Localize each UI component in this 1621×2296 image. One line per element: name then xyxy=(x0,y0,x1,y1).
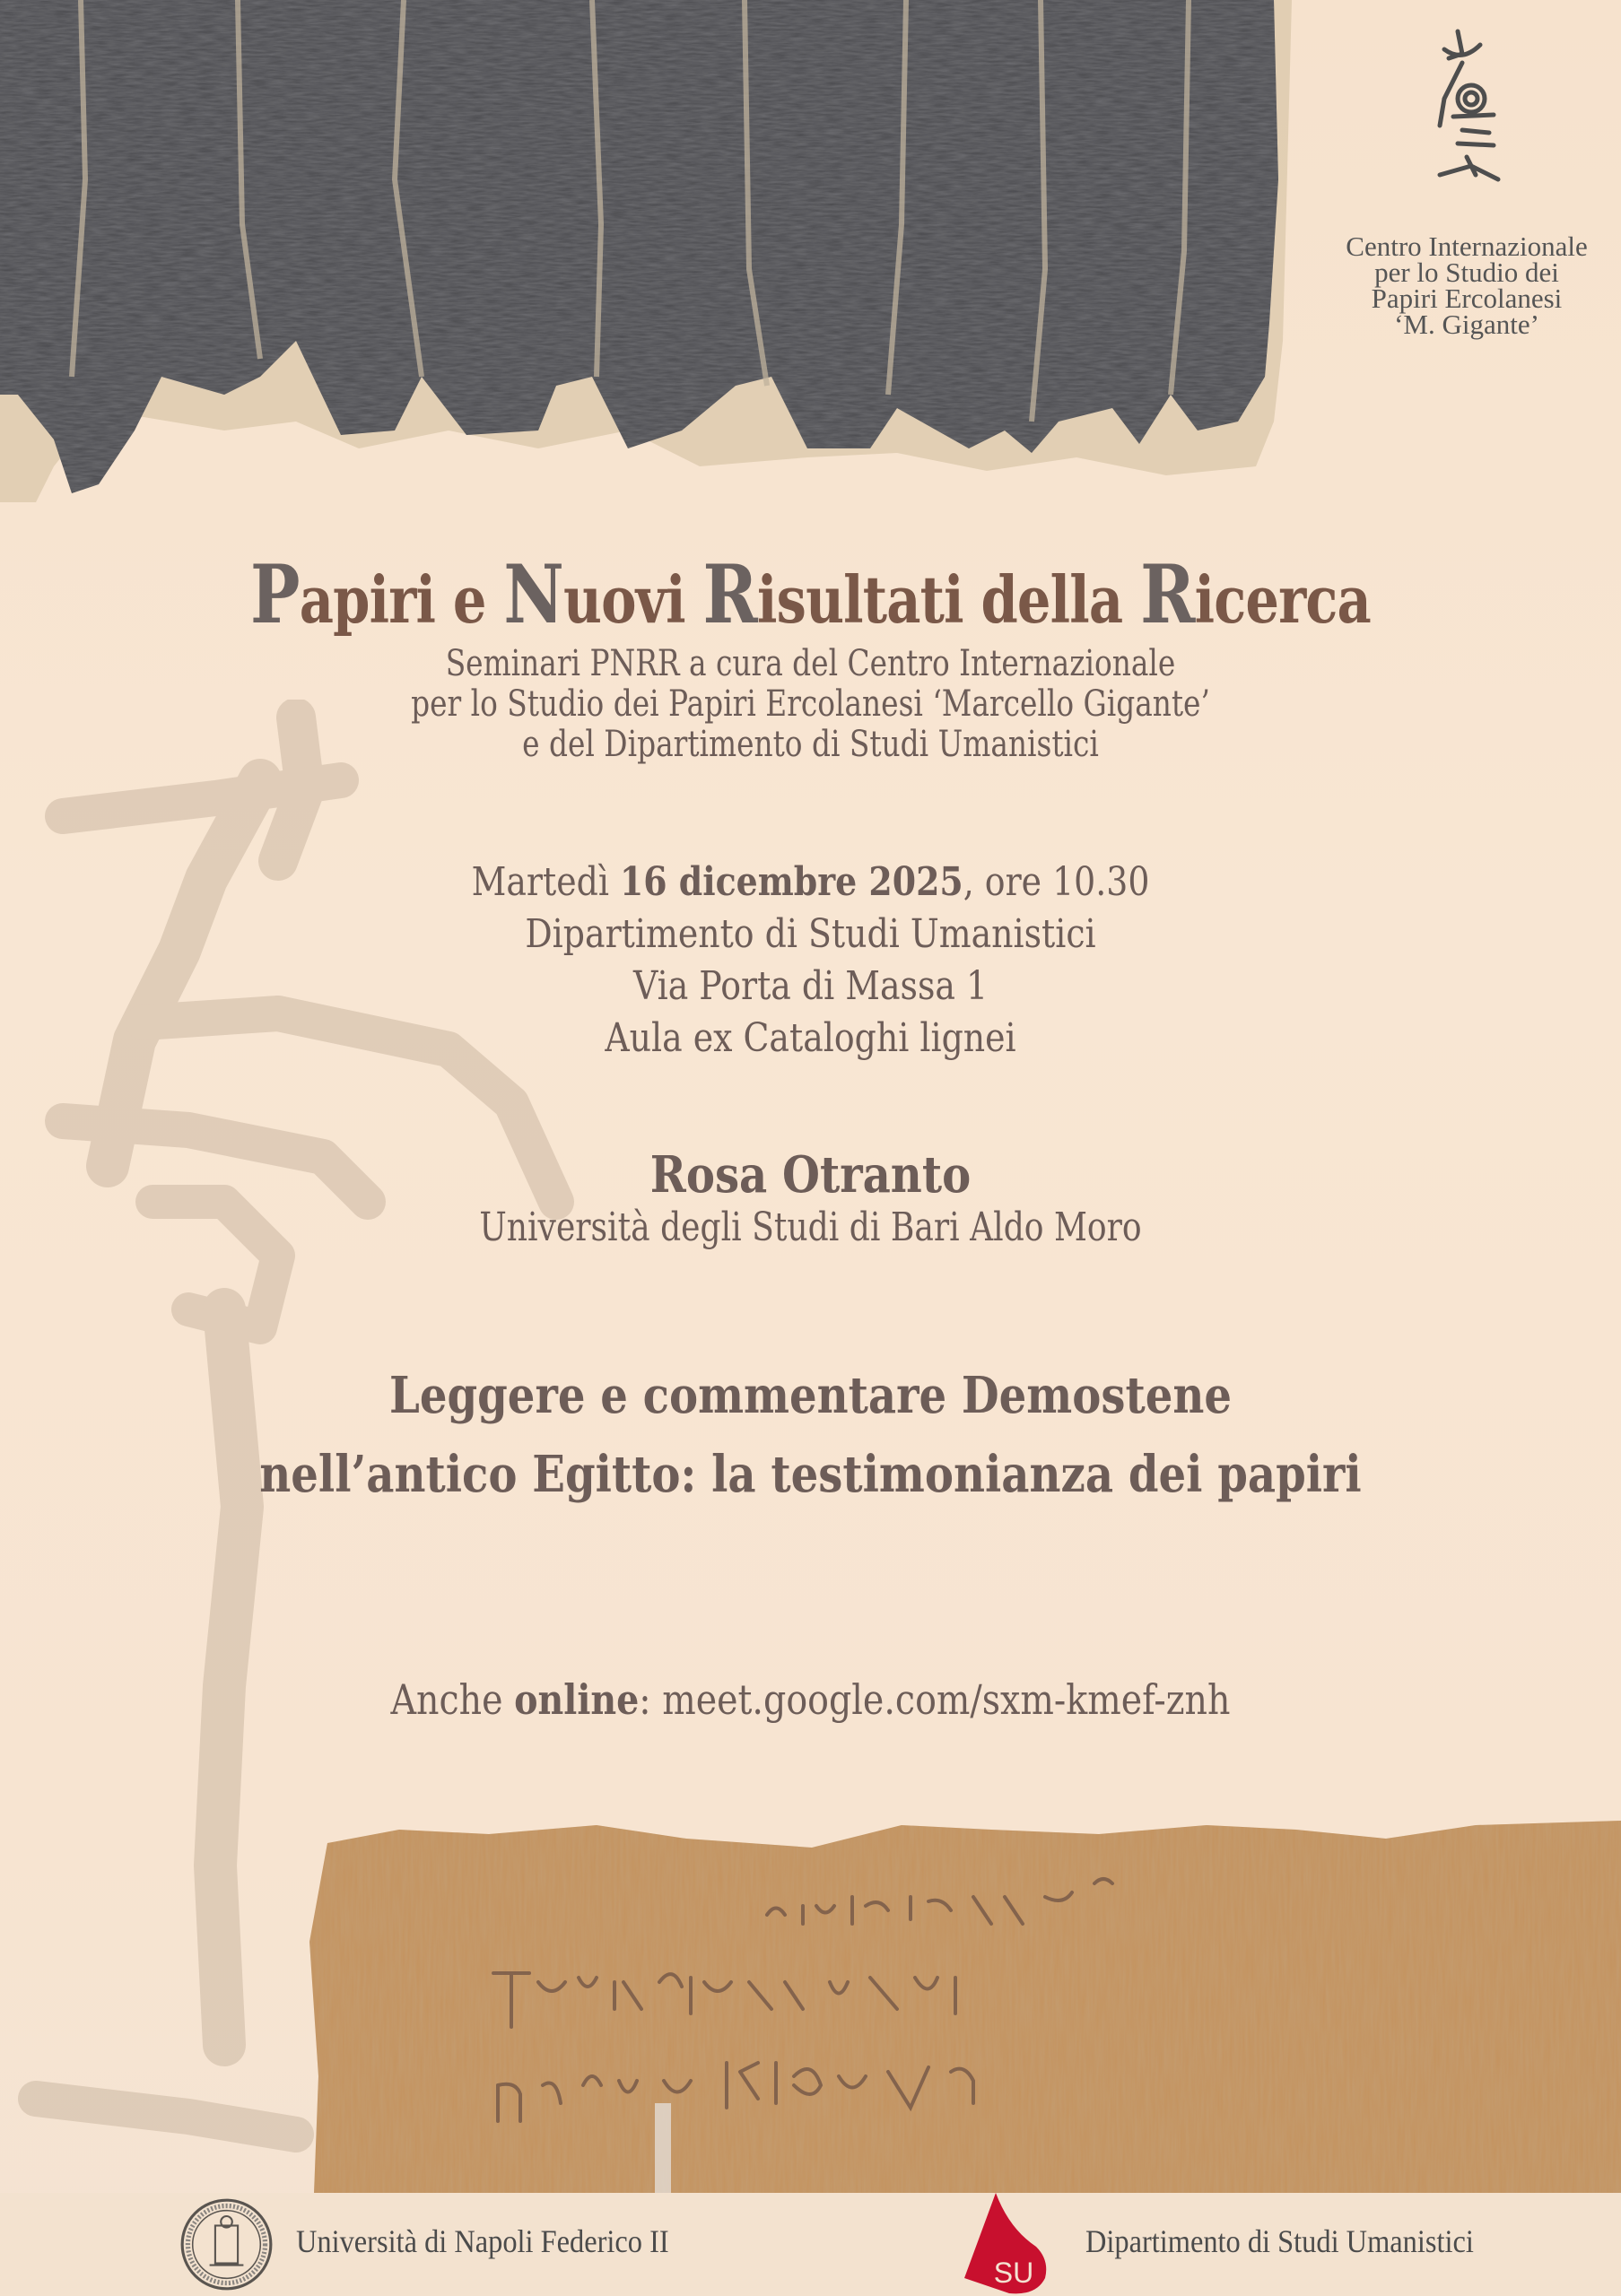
title-word: e xyxy=(452,561,486,638)
title-word: Risultati xyxy=(702,547,963,642)
su-department-logo-icon xyxy=(964,2193,1054,2296)
cisp-line-3: Papiri Ercolanesi xyxy=(1371,283,1563,314)
cisp-line-2: per lo Studio dei xyxy=(1374,257,1559,288)
herculaneum-papyrus-image xyxy=(0,0,1301,502)
cisp-line-4: ‘M. Gigante’ xyxy=(1394,309,1539,340)
talk-title-line: nell’antico Egitto: la testimonianza dei papiri xyxy=(259,1445,1362,1504)
university-seal-icon xyxy=(179,2197,274,2292)
event-datetime: Martedì 16 dicembre 2025, ore 10.30 xyxy=(471,859,1150,905)
meet-link[interactable]: meet.google.com/sxm-kmef-znh xyxy=(662,1675,1231,1724)
title-word: della xyxy=(980,561,1123,638)
title-word: Ricerca xyxy=(1140,547,1371,642)
svg-text:SU: SU xyxy=(993,2257,1034,2289)
speaker-affiliation: Università degli Studi di Bari Aldo Moro xyxy=(479,1205,1142,1250)
event-room: Aula ex Cataloghi lignei xyxy=(605,1015,1016,1061)
greek-papyrus-image xyxy=(309,1807,1621,2193)
cisp-line-1: Centro Internazionale xyxy=(1346,230,1588,262)
department-name: Dipartimento di Studi Umanistici xyxy=(1085,2223,1474,2259)
title-word: Nuovi xyxy=(503,547,685,642)
subtitle-line: e del Dipartimento di Studi Umanistici xyxy=(522,724,1099,765)
subtitle-line: Seminari PNRR a cura del Centro Internazionale xyxy=(445,643,1176,684)
poster-title xyxy=(146,547,1476,642)
talk-title-line: Leggere e commentare Demostene xyxy=(388,1366,1233,1425)
university-name: Università di Napoli Federico II xyxy=(296,2223,669,2259)
event-address: Via Porta di Massa 1 xyxy=(632,963,989,1009)
event-date: 16 dicembre 2025 xyxy=(619,859,963,905)
event-venue: Dipartimento di Studi Umanistici xyxy=(525,911,1096,957)
subtitle-line: per lo Studio dei Papiri Ercolanesi ‘Marcello Gigante’ xyxy=(411,683,1210,725)
speaker-name: Rosa Otranto xyxy=(649,1145,972,1205)
online-info: Anche online: meet.google.com/sxm-kmef-znh xyxy=(390,1675,1231,1724)
title-word: Papiri xyxy=(250,547,436,642)
cisp-logo xyxy=(1328,27,1606,340)
seminar-subtitle xyxy=(146,644,1476,765)
talk-title xyxy=(113,1356,1507,1514)
cisp-calligraphy-icon xyxy=(1426,27,1507,188)
event-details xyxy=(113,857,1507,1065)
